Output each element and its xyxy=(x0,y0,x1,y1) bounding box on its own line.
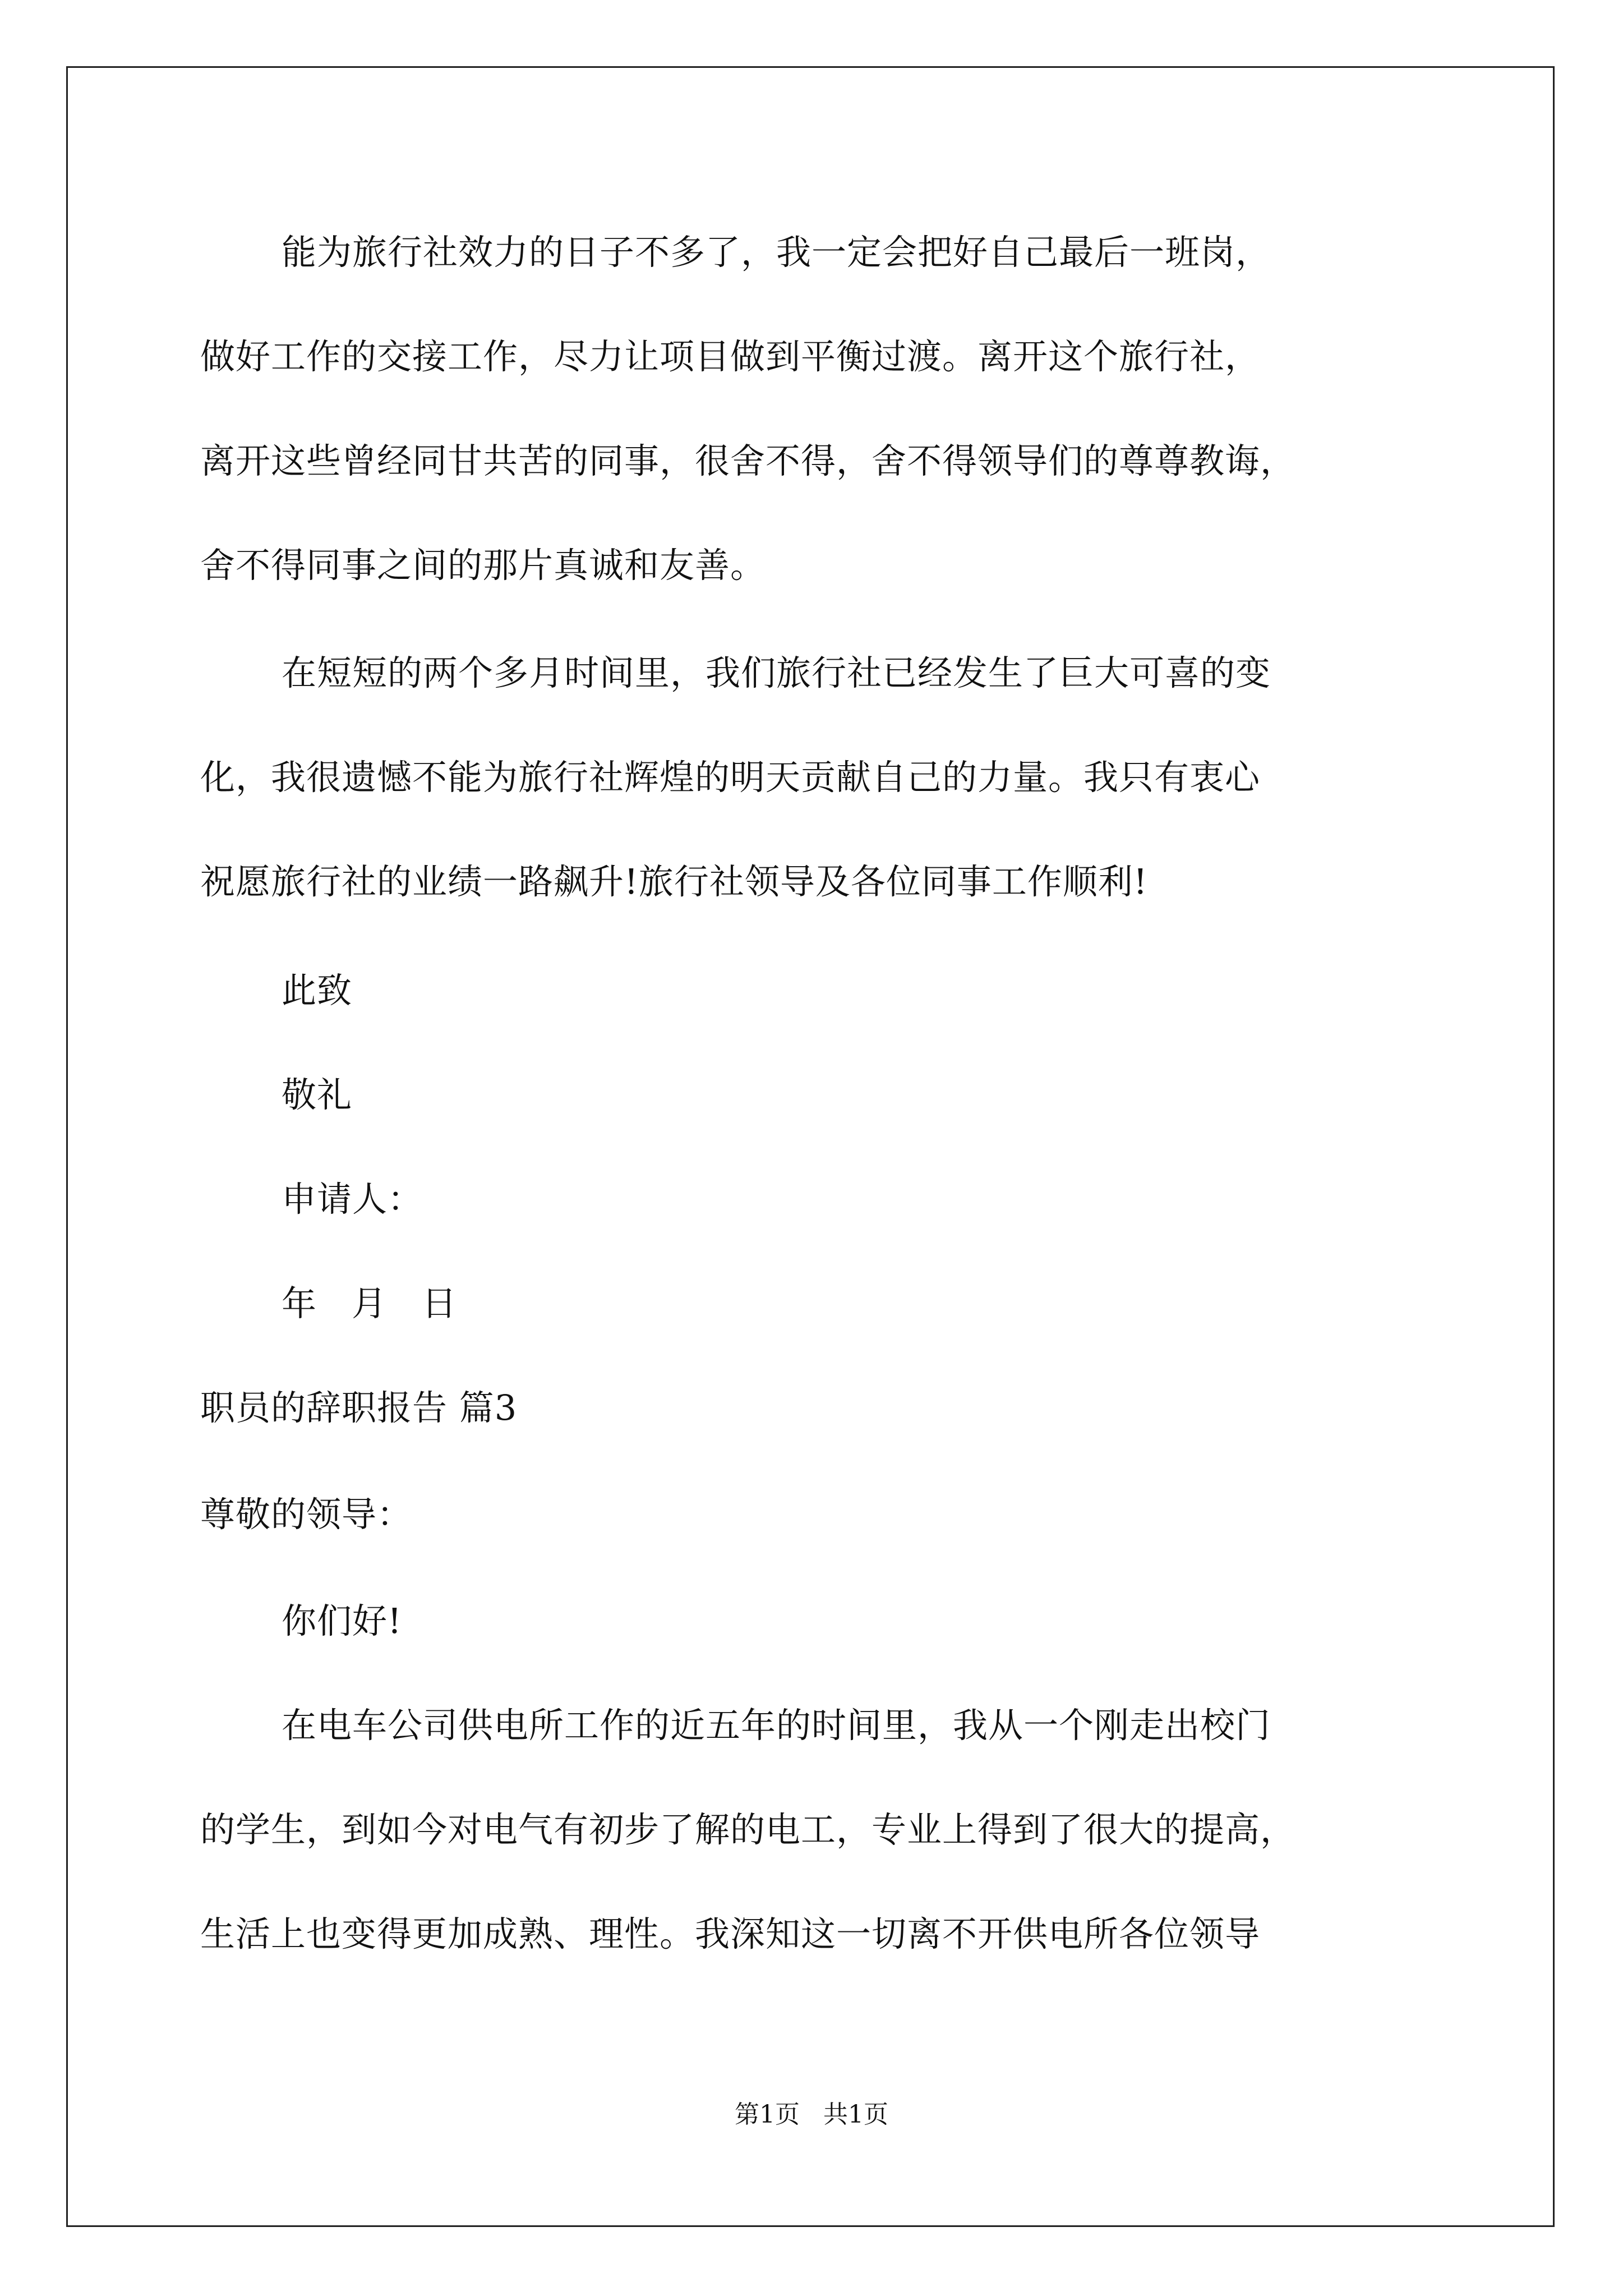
date-month: 月 xyxy=(352,1283,388,1324)
paragraph-line: 化，我很遗憾不能为旅行社辉煌的明天贡献自己的力量。我只有衷心 xyxy=(200,757,1261,798)
section-title: 职员的辞职报告 篇3 xyxy=(200,1387,518,1428)
paragraph-line: 离开这些曾经同甘共苦的同事，很舍不得，舍不得领导们的尊尊教诲， xyxy=(200,440,1296,481)
page-border xyxy=(66,66,1555,2227)
paragraph-line: 在短短的两个多月时间里，我们旅行社已经发生了巨大可喜的变 xyxy=(282,652,1271,693)
total-pages: 共1页 xyxy=(823,2100,888,2129)
date-line xyxy=(282,1281,492,1326)
date-year: 年 xyxy=(282,1283,317,1324)
paragraph-line: 做好工作的交接工作，尽力让项目做到平衡过渡。离开这个旅行社， xyxy=(200,336,1261,377)
page-footer xyxy=(0,2098,1623,2132)
applicant-label: 申请人： xyxy=(282,1179,423,1220)
paragraph-line: 能为旅行社效力的日子不多了，我一定会把好自己最后一班岗， xyxy=(282,232,1271,273)
current-page: 第1页 xyxy=(735,2100,800,2129)
paragraph-line: 生活上也变得更加成熟、理性。我深知这一切离不开供电所各位领导 xyxy=(200,1913,1261,1954)
paragraph-line: 的学生，到如今对电气有初步了解的电工，专业上得到了很大的提高， xyxy=(200,1809,1296,1850)
paragraph-line: 祝愿旅行社的业绩一路飙升!旅行社领导及各位同事工作顺利! xyxy=(200,861,1148,902)
closing-regards: 敬礼 xyxy=(282,1074,353,1115)
hello-line: 你们好! xyxy=(282,1600,402,1641)
date-day: 日 xyxy=(422,1283,458,1324)
closing-salutation: 此致 xyxy=(282,970,353,1011)
paragraph-line: 在电车公司供电所工作的近五年的时间里，我从一个刚走出校门 xyxy=(282,1705,1271,1746)
paragraph-line: 舍不得同事之间的那片真诚和友善。 xyxy=(200,545,766,586)
greeting: 尊敬的领导： xyxy=(200,1494,413,1535)
